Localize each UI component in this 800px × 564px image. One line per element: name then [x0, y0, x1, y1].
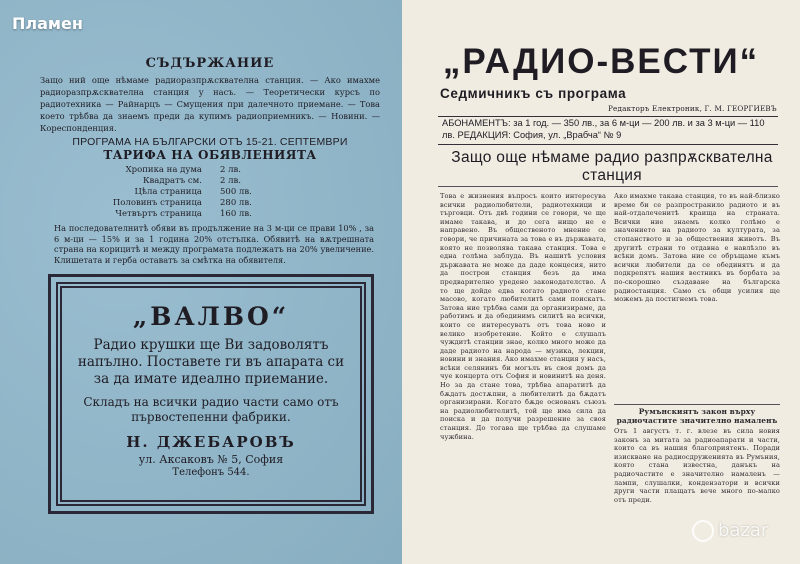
tariff-row [60, 187, 360, 198]
watermark-site-text: bazar [718, 520, 769, 541]
tariff-row [60, 165, 360, 176]
tariff-price: 160 лв. [220, 209, 252, 219]
valvo-advertisement [48, 274, 374, 514]
ad-phone: Телефонъ 544. [172, 467, 250, 478]
masthead-title: „РАДИО-ВЕСТИ“ [442, 42, 760, 81]
article-column-left: Това е жизнения въпросъ които интересува всички радиолюбители, радиотехници и търговци. Отъ двѣ години се говори, че ще имаме такава, и до сега нищо не е направено. Въ общественото мнение се говори, че причината за това е въ държавата, която не позволява такава станция. Това е една голѣма заблуда. Въ нашитѣ условия държавата не може да даде концесия, нито да построи станция безъ да има предварително уредено законодателство. А то ще дойде едва когато радиото стане масово, когато любителитѣ сами поискатъ. Затова ние трѣбва сами да организираме, да работимъ и да обединимъ силитѣ на всички, които се интересуватъ отъ това ново и велико изобретение. Който е слушалъ чуждитѣ станции знае, колко много може да даде радиото на народа — музика, лекции, новини и знания. Ако имахме станция у насъ, всѣки селянинъ би могълъ въ своя домъ да чуе концерта отъ София и новинитѣ на деня. Но за да стане това, трѣбва апаратитѣ да бѫдатъ достѫпни, а любителитѣ да бѫдатъ организирани. Когато бѫде основанъ съюзъ на радиолюбителитѣ, той ще има сила да поиска и да получи разрешение за своя станция. До тогава ще трѣбва да слушаме чужбина. [440, 192, 606, 441]
contents-section [40, 56, 380, 148]
tariff-label: Четвъртъ страница [115, 209, 202, 219]
divider [438, 186, 778, 187]
program-heading: ПРОГРАМА НА БЪЛГАРСКИ ОТЪ 15-21. СЕПТЕМВРИ [72, 136, 348, 148]
masthead-editor: Редакторъ Електроник, Г. М. ГЕОРГИЕВЪ [608, 104, 777, 113]
tariff-price: 280 лв. [220, 198, 252, 208]
tariff-price: 2 лв. [220, 165, 241, 175]
article-column-right [614, 192, 780, 564]
right-page [402, 0, 800, 564]
ad-border [56, 282, 366, 506]
side-article-heading: Румънскиятъ закон върху радиочастите значително намаленъ [616, 407, 778, 425]
tariff-label: Хропика на дума [125, 165, 202, 175]
tariff-label: Квадратъ см. [142, 176, 202, 186]
divider [438, 144, 778, 145]
tariff-price: 500 лв. [220, 187, 252, 197]
watermark-logo-icon [692, 520, 714, 542]
divider [438, 116, 778, 117]
contents-body: Защо ний още нѣмаме радиоразпрѫсквателна станция. — Ако имахме радиоразпрѫсквателна станция у насъ. — Теоретически курсъ по радиотехника — Райнарцъ — Смущения при далечното приемане. — Това което трѣбва да знаемъ преди да купимъ радиоприемникъ. — Новини. — Кореспонденция. [40, 75, 380, 133]
tariff-label: Цѣла страница [134, 187, 202, 197]
side-article-text: Отъ 1 августъ т. г. влезе въ сила новия законъ за митата за радиоапарати и части, които са въ нашия благоприятенъ. Поради изискване на радиосдруженията въ Румъния, която стана известна, данъкъ на радиочастите е значително намаленъ — лампи, слушалки, кондензатори и всички други части плащатъ вече много по-малко отъ преди. [614, 427, 780, 504]
watermark-site [692, 520, 768, 542]
tariff-note: На последователнитѣ обяви въ продължение на 3 м-ци се прави 10% , за 6 м-ци — 15% и за 1 година 20% отстъпка. Обявитѣ на вѫтрешната страна на корицитѣ и между програмата подлежатъ на 20% увеличение. Клишетата и герба оставатъ за смѣтка на обявителя. [54, 223, 374, 265]
ad-address: ул. Аксаковъ № 5, София [138, 453, 284, 466]
ad-text: Радио крушки ще Ви задоволятъ напълно. Поставете ги въ апарата си за да имате идеално приемание. [77, 337, 345, 387]
tariff-price: 2 лв. [220, 176, 241, 186]
tariff-row [60, 176, 360, 187]
article-title: Защо още нѣмаме радио разпрѫсквателна станция [451, 149, 773, 184]
ad-owner: Н. ДЖЕБАРОВЪ [126, 433, 296, 451]
ad-warehouse: Складъ на всички радио части само отъ първостепенни фабрики. [83, 395, 339, 424]
watermark-seller: Пламен [12, 14, 83, 33]
tariff-label: Половинъ страница [112, 198, 202, 208]
divider [614, 404, 780, 405]
tariff-section [54, 148, 374, 265]
contents-title: СЪДЪРЖАНИЕ [145, 56, 275, 71]
masthead-subtitle: Седмичникъ съ програма [440, 86, 627, 101]
article-column-right-text: Ако имахме такава станция, то въ най-близко време би се разпространило радиото и въ най-отдалеченитѣ краища на страната. Всички ние знаемъ колко голѣмо е значението на радиото за културата, за стопанството и за обществения животъ. Въ другитѣ страни то отдавна е навлѣзло въ всѣки домъ. Затова ние се обръщаме къмъ всички любители да се обединятъ и да подкрепятъ нашия вестникъ въ борбата за по-скорошно създаване на българска радиостанция. Само съ общи усилия ще можемъ да постигнемъ това. [614, 192, 780, 304]
tariff-row [60, 209, 360, 220]
tariff-table [60, 165, 360, 220]
tariff-row [60, 198, 360, 209]
tariff-title: ТАРИФА НА ОБЯВЛЕНИЯТА [103, 148, 317, 162]
subscription-info: АБОНАМЕНТЪ: за 1 год. — 350 лв., за 6 м-ци — 200 лв. и за 3 м-ци — 110 лв. РЕДАКЦИЯ: София, ул. „Врабча“ № 9 [442, 118, 765, 140]
ad-brand: „ВАЛВО“ [132, 302, 290, 331]
